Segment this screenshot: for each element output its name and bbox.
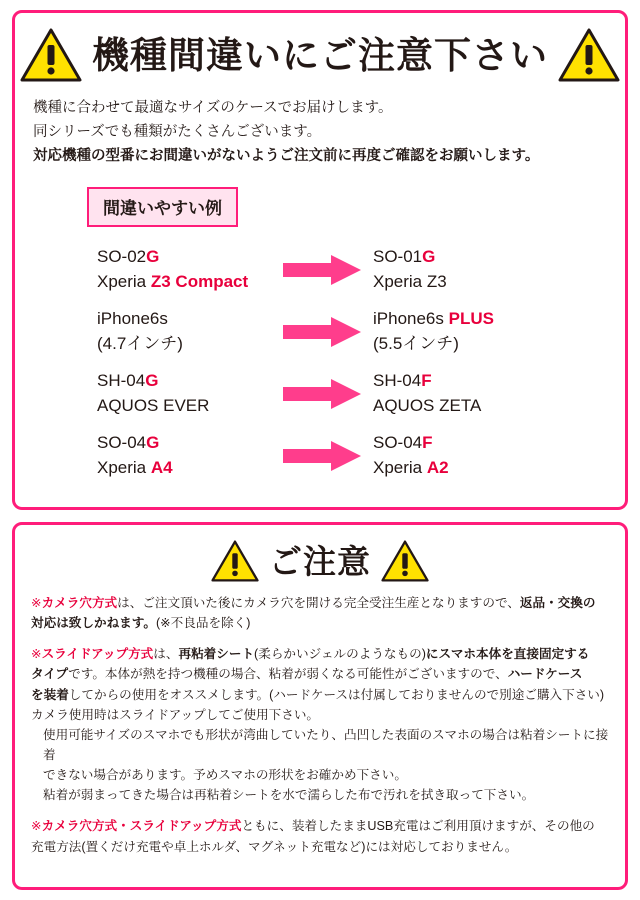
note-mark: ※: [31, 647, 42, 662]
caution-title: ご注意: [269, 542, 371, 580]
wrong-model-line1-pre: SH-04: [97, 371, 146, 391]
wrong-model-line2-hl: Z3 Compact: [150, 271, 249, 291]
warning-triangle-icon: [211, 539, 259, 583]
note2-bold-3: タイプ: [31, 667, 69, 682]
correct-model-line1-pre: SH-04: [373, 371, 422, 391]
correct-model-line2-pre: (5.5インチ): [373, 333, 459, 353]
intro-line-1: 機種に合わせて最適なサイズのケースでお届けします。: [33, 100, 393, 116]
correct-model-line1-pre: SO-04: [373, 433, 423, 453]
note2-text-1: は、: [153, 647, 179, 662]
note1-bold-2: 対応は致しかねます。: [31, 616, 156, 631]
wrong-model: [29, 307, 274, 356]
correct-model: [369, 245, 611, 294]
table-row: [29, 425, 611, 487]
wrong-model-line1-hl: G: [146, 433, 160, 453]
correct-model-line1-hl: PLUS: [448, 309, 494, 329]
note2-text-4: してからの使用をオススメします。(ハードケースは付属しておりませんので別途ご購入下さい): [68, 687, 605, 702]
arrow-right-icon: [274, 317, 369, 347]
note2-keyword: スライドアップ方式: [41, 647, 154, 662]
correct-model-line2-pre: Xperia Z3: [373, 271, 447, 291]
wrong-model-line1-pre: SO-02: [97, 247, 147, 267]
wrong-model-line1-pre: iPhone6s: [97, 309, 168, 329]
correct-model-line2-pre: AQUOS ZETA: [373, 395, 482, 415]
correct-model-line1-hl: F: [422, 433, 433, 453]
wrong-model-line1-hl: G: [145, 371, 159, 391]
correct-model-line1-pre: iPhone6s: [373, 309, 449, 329]
table-row: [29, 363, 611, 425]
page-title: 機種間違いにご注意下さい: [92, 34, 548, 76]
wrong-model-line2-pre: AQUOS EVER: [97, 395, 210, 415]
note1-text-2: (※不良品を除く): [155, 616, 251, 631]
wrong-model-line2-pre: (4.7インチ): [97, 333, 183, 353]
arrow-right-icon: [274, 255, 369, 285]
note2-text-6: 使用可能サイズのスマホでも形状が湾曲していたり、凸凹した表面のスマホの場合は粘着シートに接着: [43, 727, 609, 762]
model-warning-heading: [29, 27, 611, 83]
note-charging: [31, 816, 609, 856]
correct-model-line1-hl: F: [421, 371, 432, 391]
correct-model-line1-hl: G: [422, 247, 436, 267]
wrong-model-line2-hl: A4: [150, 457, 173, 477]
arrow-right-icon: [274, 379, 369, 409]
note-slide-up: [31, 644, 609, 805]
caution-notes: [29, 593, 611, 857]
note2-bold-2: にスマホ本体を直接固定する: [425, 647, 590, 662]
correct-model: [369, 369, 611, 418]
wrong-model-line1-hl: G: [146, 247, 160, 267]
intro-text: [33, 97, 607, 169]
caution-heading: [29, 539, 611, 583]
wrong-model: [29, 431, 274, 480]
correct-model: [369, 431, 611, 480]
note1-text-1: は、ご注文頂いた後にカメラ穴を開ける完全受注生産となりますので、: [117, 596, 520, 610]
note2-text-3: です。本体が熱を持つ機種の場合、粘着が弱くなる可能性がございますので、: [68, 667, 508, 682]
table-row: [29, 301, 611, 363]
note1-bold-1: 返品・交換の: [519, 596, 596, 610]
note2-bold-1: 再粘着シート: [178, 647, 255, 662]
example-label: 間違いやすい例: [87, 187, 238, 227]
intro-line-3: 対応機種の型番にお間違いがないようご注文前に再度ご確認をお願いします。: [33, 147, 540, 164]
wrong-model-line1-pre: SO-04: [97, 433, 147, 453]
note-mark: ※: [31, 596, 42, 610]
correct-model-line2-pre: Xperia: [373, 457, 427, 477]
wrong-model: [29, 369, 274, 418]
note3-text-1: ともに、装着したままUSB充電はご利用頂けますが、その他の: [241, 819, 595, 834]
caution-panel: [12, 522, 628, 890]
note2-bold-5: を装着: [31, 687, 69, 702]
model-warning-panel: [12, 10, 628, 510]
note-camera-hole: [31, 593, 609, 633]
note1-keyword: カメラ穴方式: [41, 596, 118, 610]
note3-text-2: 充電方法(置くだけ充電や卓上ホルダ、マグネット充電など)には対応しておりません。: [31, 839, 518, 854]
wrong-model: [29, 245, 274, 294]
note2-text-7: できない場合があります。予めスマホの形状をお確かめ下さい。: [43, 768, 407, 783]
note2-text-5: カメラ使用時はスライドアップしてご使用下さい。: [31, 707, 320, 722]
model-comparison-table: [29, 239, 611, 487]
intro-line-2: 同シリーズでも種類がたくさんございます。: [33, 123, 322, 140]
warning-triangle-icon: [381, 539, 429, 583]
note-mark: ※: [31, 819, 42, 834]
wrong-model-line2-pre: Xperia: [97, 271, 151, 291]
correct-model: [369, 307, 611, 356]
correct-model-line2-hl: A2: [426, 457, 449, 477]
warning-triangle-icon: [558, 27, 620, 83]
correct-model-line1-pre: SO-01: [373, 247, 423, 267]
warning-triangle-icon: [20, 27, 82, 83]
table-row: [29, 239, 611, 301]
note2-text-2: (柔らかいジェルのようなもの): [254, 647, 426, 662]
arrow-right-icon: [274, 441, 369, 471]
note2-text-8: 粘着が弱まってきた場合は再粘着シートを水で濡らした布で汚れを拭き取って下さい。: [43, 788, 535, 803]
wrong-model-line2-pre: Xperia: [97, 457, 151, 477]
note2-bold-4: ハードケース: [507, 667, 583, 682]
note3-keyword: カメラ穴方式・スライドアップ方式: [41, 819, 242, 834]
